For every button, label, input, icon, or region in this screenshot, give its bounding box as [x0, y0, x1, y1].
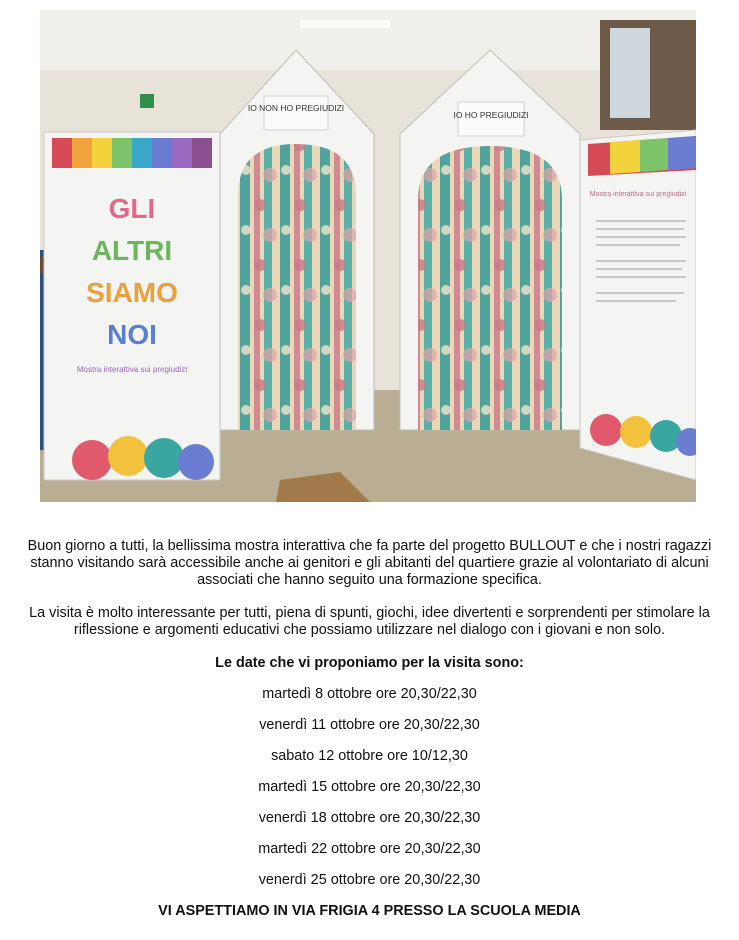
intro-paragraph: Buon giorno a tutti, la bellissima mostra interattiva che fa parte del progetto BULLOUT e che i nostri ragazzi stanno visitando sarà accessibile anche ai genitori e gli abitanti del quartiere grazie al volontariato di alcuni associati che hanno seguito una formazione specifica. — [27, 538, 712, 588]
date-item: venerdì 11 ottobre ore 20,30/22,30 — [259, 717, 480, 733]
article-body — [0, 538, 739, 920]
exhibition-photo — [40, 10, 696, 502]
banner-word-4: NOI — [107, 319, 157, 350]
banner-word-2: ALTRI — [91, 235, 173, 266]
banner-word-1: GLI — [108, 193, 156, 224]
right-banner — [580, 130, 696, 480]
dates-list — [0, 686, 739, 889]
right-banner-title: Mostra interattiva sui pregiudizi — [589, 191, 687, 198]
right-booth-sign: IO HO PREGIUDIZI — [453, 110, 529, 120]
banner-word-3: SIAMO — [86, 277, 178, 308]
date-item: sabato 12 ottobre ore 10/12,30 — [271, 748, 468, 764]
date-item: venerdì 25 ottobre ore 20,30/22,30 — [258, 872, 481, 888]
date-item: venerdì 18 ottobre ore 20,30/22,30 — [258, 810, 481, 826]
date-item: martedì 8 ottobre ore 20,30/22,30 — [262, 686, 477, 702]
banner-subtitle: Mostra interattiva sui pregiudizi — [76, 365, 188, 374]
left-booth-sign: IO NON HO PREGIUDIZI — [247, 103, 345, 113]
closing-line: VI ASPETTIAMO IN VIA FRIGIA 4 PRESSO LA SCUOLA MEDIA — [158, 903, 581, 919]
date-item: martedì 22 ottobre ore 20,30/22,30 — [258, 841, 481, 857]
description-paragraph: La visita è molto interessante per tutti, piena di spunti, giochi, idee divertenti e sorprendenti per stimolare la riflessione e argomenti educativi che possiamo utilizzare nel dialogo con i giovani e non solo. — [29, 605, 710, 638]
date-item: martedì 15 ottobre ore 20,30/22,30 — [258, 779, 481, 795]
dates-heading: Le date che vi proponiamo per la visita sono: — [215, 655, 524, 671]
left-banner — [44, 132, 220, 480]
